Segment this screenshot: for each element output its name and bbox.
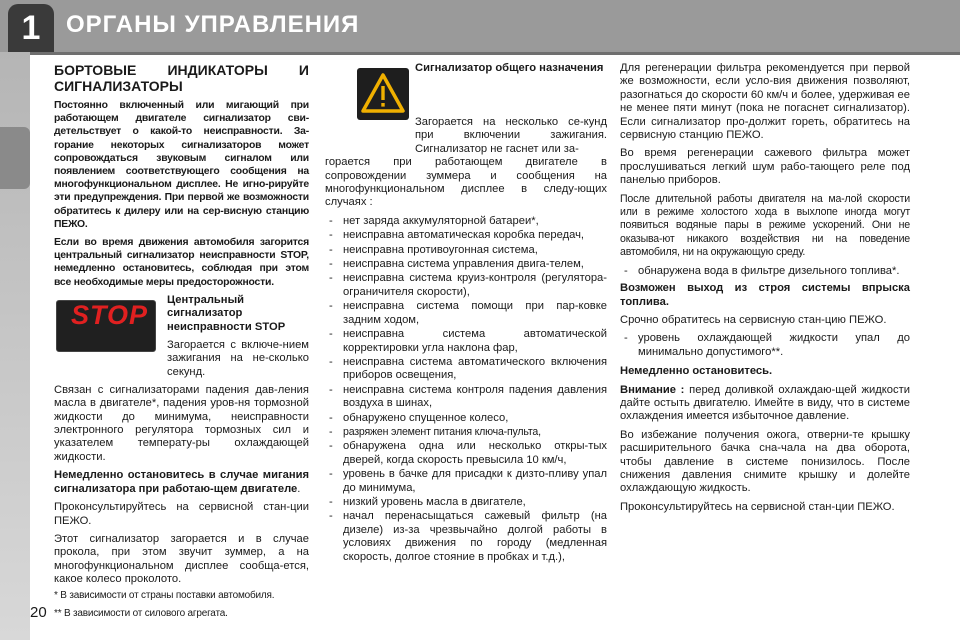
stop-title: Центральный сигнализатор неисправности STOP	[167, 293, 286, 333]
paragraph: Этот сигнализатор загорается и в случае прокола, при этом звучит зуммер, а на многофункциональном дисплее сообща-ется, какое колесо проколото.	[54, 532, 309, 586]
paragraph: Проконсультируйтесь на сервисной стан-ции ПЕЖО.	[620, 500, 895, 513]
fuel-injection-heading: Возможен выход из строя системы впрыска топлива.	[620, 282, 910, 308]
warning-indicator-block	[325, 62, 607, 122]
list-item: - неисправна система помощи при пар-ковке задним ходом,	[325, 300, 607, 327]
list-item: - обнаружена вода в фильтре дизельного топлива*.	[620, 265, 910, 278]
list-item: - неисправна система управления двига-телем,	[325, 258, 607, 271]
attention-label: Внимание :	[620, 383, 685, 396]
warning-text-start: Загорается на несколько се-кунд при включении зажигания. Сигнализатор не гаснет или за-	[415, 116, 607, 155]
list-item: - уровень в бачке для присадки к дизто-пливу упал до минимума,	[325, 468, 607, 495]
list-item: - неисправна система круиз-контроля (регулятора-ограничителя скорости),	[325, 272, 607, 299]
intro-paragraph: Постоянно включенный или мигающий при работающем двигателе сигнализатор сви-детельствует о какой-то неисправности. За-горание некоторых сигнализаторов может сопровождаться звуковым сигналом или появлением соответствующего сообщения на многофункциональном дисплее. Не игно-рируйте эти предупреждения. При первой же возможности обратитесь к дилеру или на сер-висную станцию ПЕЖО.	[54, 100, 309, 230]
footnote: ** В зависимости от силового агрегата.	[54, 607, 228, 619]
list-item: - неисправна система контроля падения давления воздуха в шинах,	[325, 384, 607, 411]
warning-caption	[415, 62, 607, 80]
stop-indicator-block	[54, 294, 309, 380]
paragraph: Во избежание получения ожога, отверни-те крышку расширительного бачка сна-чала на два оборота, чтобы давление в системе понизилось. После снижения давления снимите крышку и долейте охлаждающую жидкость.	[620, 428, 910, 495]
chapter-tab-marker	[0, 127, 30, 189]
footnote: * В зависимости от страны поставки автомобиля.	[54, 589, 275, 601]
column-right	[620, 62, 910, 519]
list-item: - начал перенасыщаться сажевый фильтр (на дизеле) из-за чрезвычайно долгой работы в условиях движения по городу (медленная скорость, долгое стояние в пробках и т.д.),	[325, 510, 607, 564]
page-number: 20	[30, 604, 47, 621]
attention-text: перед доливкой охлаждаю-щей жидкости дайте остыть двигателю. Имейте в виду, что в системе охлаждения имеется избыточное давление.	[620, 383, 910, 423]
list-item: - неисправна система автоматического включения приборов освещения,	[325, 356, 607, 383]
coolant-list	[620, 332, 910, 359]
list-item: - уровень охлаждающей жидкости упал до минимально допустимого**.	[620, 332, 910, 359]
stop-caption	[167, 294, 309, 384]
stop-description: Загорается с включе-нием зажигания на не-сколько секунд.	[167, 339, 309, 378]
list-item: - неисправна система автоматической корректировки угла наклона фар,	[325, 328, 607, 355]
page-header	[0, 0, 960, 55]
list-item: - нет заряда аккумуляторной батареи*,	[325, 215, 607, 228]
paragraph: Для регенерации фильтра рекомендуется при первой же возможности, если усло-вия движения позволяют, разогнаться до скорости 60 км/ч и более, удерживая ее не менее пяти минут (пока не погаснет сигнализатор). Если сигнализатор про-должит гореть, обратитесь на сервисную станцию ПЕЖО.	[620, 62, 910, 142]
list-item: - неисправна противоугонная система,	[325, 244, 607, 257]
list-item: - неисправна автоматическая коробка передач,	[325, 229, 607, 242]
stop-now-paragraph	[54, 469, 309, 496]
paragraph: Срочно обратитесь на сервисную стан-цию ПЕЖО.	[620, 313, 887, 326]
paragraph: Связан с сигнализаторами падения дав-ления масла в двигателе*, падения уров-ня тормозной жидкости до минимума, неисправности электронного регулятора тормозных сил и указателем температу-ры охлаждающей жидкости.	[54, 383, 309, 463]
list-item: - разряжен элемент питания ключа-пульта,	[325, 426, 607, 439]
side-strip	[0, 52, 30, 640]
stop-icon-label: STOP	[71, 299, 149, 330]
warning-text-continued: горается при работающем двигателе в сопровождении зуммера и сообщения на многофункциональном дисплее в следу-ющих случаях :	[325, 156, 607, 209]
attention-paragraph	[620, 384, 910, 424]
water-list	[620, 265, 910, 278]
paragraph: Проконсультируйтесь на сервисной стан-ции ПЕЖО.	[54, 501, 309, 527]
list-item: - обнаружена одна или несколько откры-тых дверей, когда скорость превысила 10 км/ч,	[325, 440, 607, 467]
column-left	[54, 62, 309, 625]
column-middle	[325, 62, 607, 568]
stop-now-end: .	[297, 482, 301, 495]
paragraph: Во время регенерации сажевого фильтра может прослушиваться легкий шум рабо-тающего реле под панелью приборов.	[620, 147, 910, 187]
stop-now-bold: Немедленно остановитесь в случае мигания сигнализатора при работаю-щем двигателе	[54, 469, 309, 495]
section-heading: БОРТОВЫЕ ИНДИКАТОРЫ И СИГНАЛИЗАТОРЫ	[54, 62, 309, 94]
list-item: - обнаружено спущенное колесо,	[325, 412, 607, 425]
warning-triangle-icon	[357, 68, 409, 120]
chapter-number: 1	[8, 4, 54, 52]
paragraph: После длительной работы двигателя на ма-лой скорости или в режиме холостого хода в выхлопе иногда могут появиться водяные пары в режиме ускорений. Они не оказыва-ют никакого воздействия ни на поведение автомобиля, ни на окружающую среду.	[620, 192, 910, 259]
warning-title: Сигнализатор общего назначения	[415, 62, 604, 74]
chapter-title: ОРГАНЫ УПРАВЛЕНИЯ	[66, 11, 360, 38]
fault-list	[325, 215, 607, 564]
stop-immediately-heading: Немедленно остановитесь.	[620, 365, 773, 378]
stop-warning-icon	[56, 300, 156, 352]
stop-warning-paragraph: Если во время движения автомобиля загорится центральный сигнализатор неисправности STOP, немедленно остановитесь, соблюдая при этом все необходимые меры предосторожности.	[54, 237, 309, 288]
list-item: - низкий уровень масла в двигателе,	[325, 496, 607, 509]
